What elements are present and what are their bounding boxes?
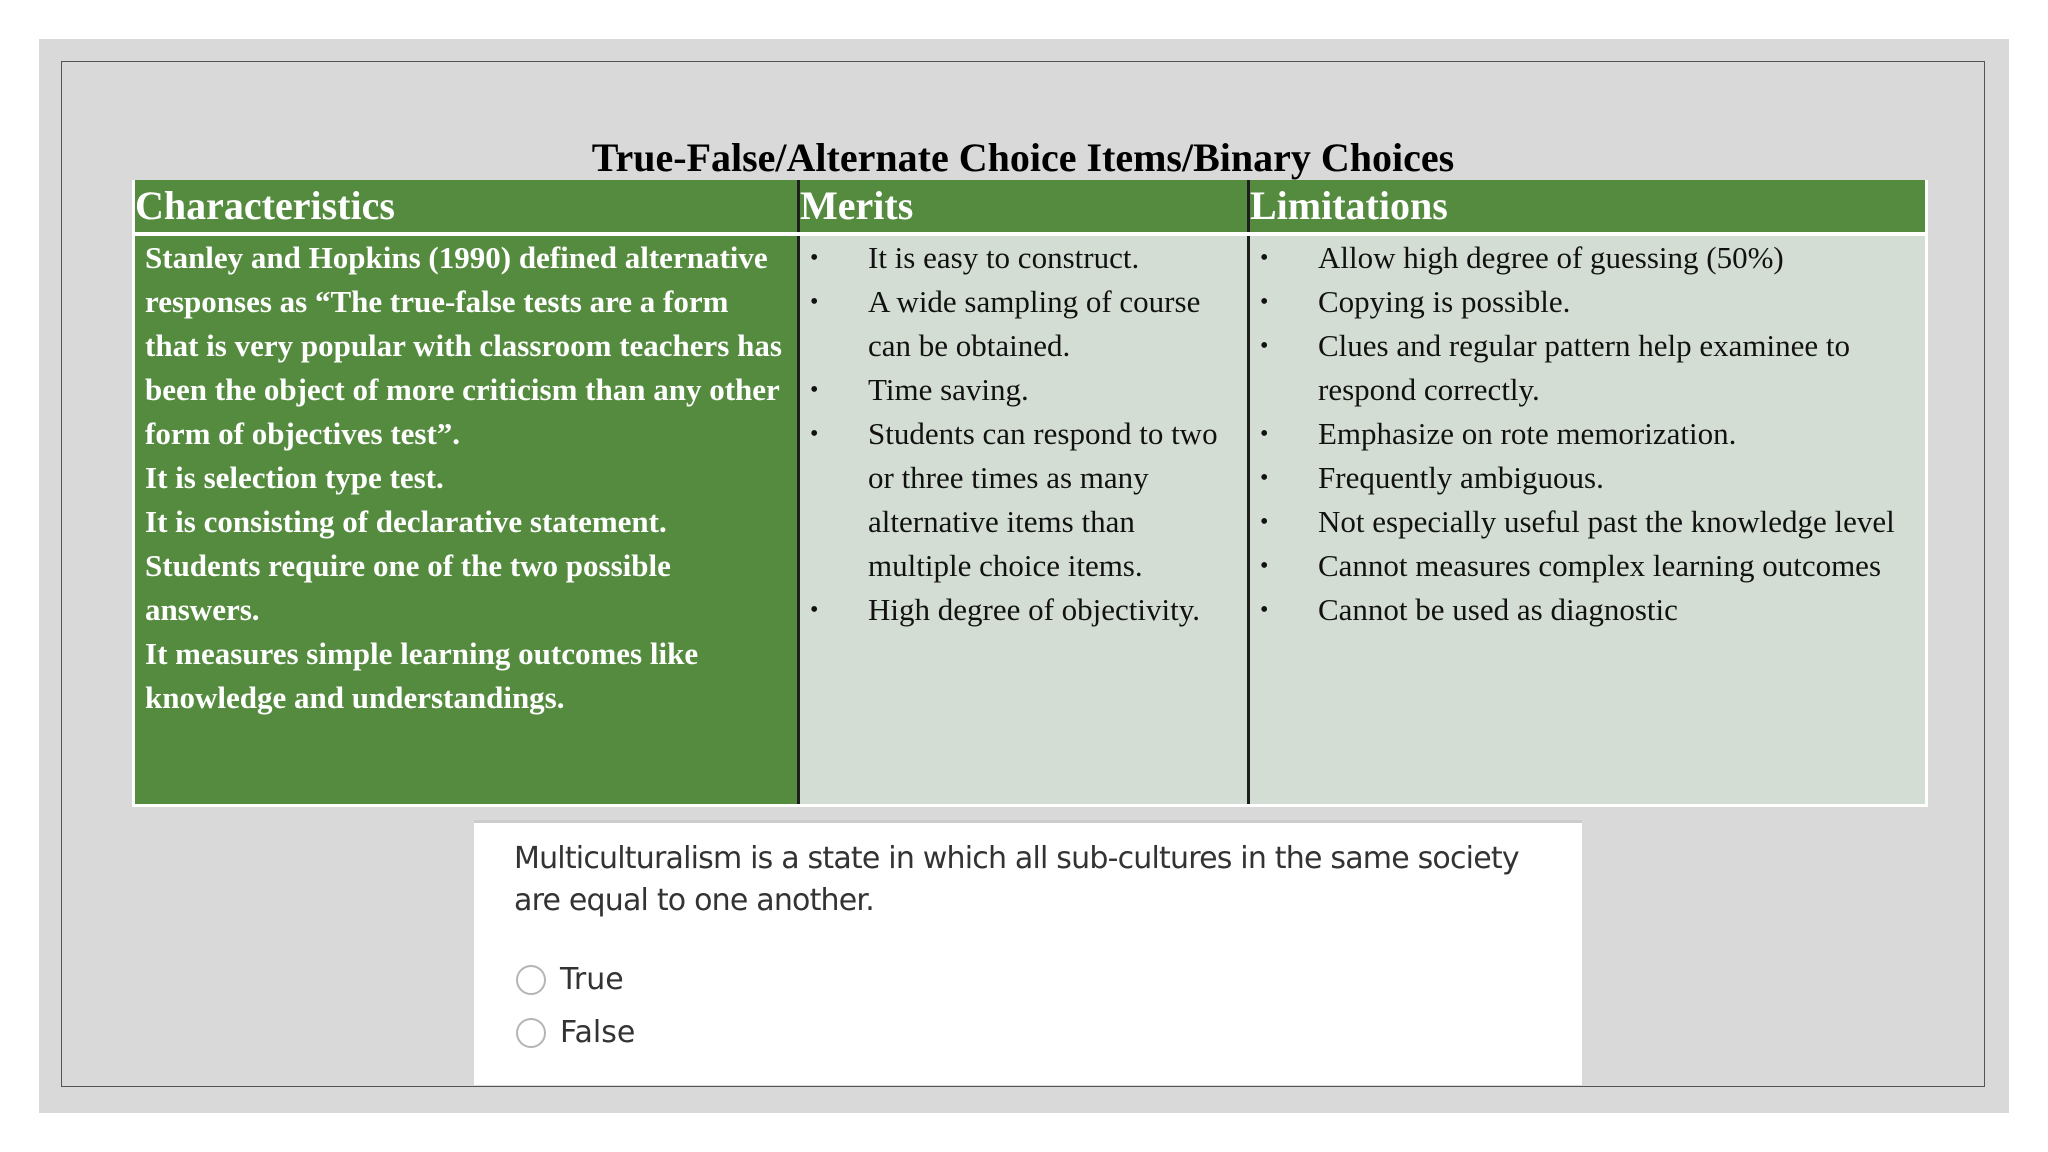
- list-item: [1250, 236, 1921, 280]
- list-item: [800, 236, 1243, 280]
- merit-text: A wide sampling of course can be obtained.: [868, 284, 1201, 363]
- option-false[interactable]: [516, 1013, 635, 1053]
- header-merits: Merits: [799, 180, 1249, 234]
- list-item: [800, 412, 1243, 588]
- limitation-text: Frequently ambiguous.: [1318, 460, 1604, 495]
- bullet-icon: •: [1260, 245, 1269, 271]
- characteristics-cell: [134, 234, 799, 806]
- list-item: [1250, 324, 1921, 412]
- option-true[interactable]: [516, 960, 624, 1000]
- limitation-text: Allow high degree of guessing (50%): [1318, 240, 1784, 275]
- characteristics-line: It measures simple learning outcomes like knowledge and understandings.: [145, 636, 699, 715]
- limitation-text: Not especially useful past the knowledge level: [1318, 504, 1895, 539]
- list-item: [800, 368, 1243, 412]
- limitations-cell: [1249, 234, 1927, 806]
- limitation-text: Clues and regular pattern help examinee to respond correctly.: [1318, 328, 1850, 407]
- list-item: [800, 280, 1243, 368]
- option-label: False: [560, 1015, 636, 1050]
- merit-text: Students can respond to two or three times as many alternative items than multiple choice items.: [868, 416, 1218, 583]
- list-item: [1250, 412, 1921, 456]
- bullet-icon: •: [1260, 465, 1269, 491]
- slide-title: True-False/Alternate Choice Items/Binary Choices: [591, 135, 1455, 180]
- list-item: [1250, 588, 1921, 632]
- bullet-icon: •: [1260, 333, 1269, 359]
- merit-text: High degree of objectivity.: [868, 592, 1200, 627]
- bullet-icon: •: [1260, 289, 1269, 315]
- table-body-row: [134, 234, 1927, 806]
- sample-question-card: [474, 820, 1582, 1085]
- slide-background: [39, 39, 2009, 1113]
- option-label: True: [560, 962, 624, 997]
- list-item: [800, 588, 1243, 632]
- merit-text: It is easy to construct.: [868, 240, 1140, 275]
- radio-button-icon[interactable]: [516, 965, 546, 995]
- bullet-icon: •: [1260, 597, 1269, 623]
- limitation-text: Cannot measures complex learning outcomes: [1318, 548, 1882, 583]
- characteristics-line: Students require one of the two possible answers.: [145, 548, 671, 627]
- comparison-table: [132, 180, 1928, 807]
- limitation-text: Copying is possible.: [1318, 284, 1571, 319]
- question-text: Multiculturalism is a state in which all sub-cultures in the same society are equal to one another.: [514, 841, 1519, 918]
- header-limitations: Limitations: [1249, 180, 1927, 234]
- list-item: [1250, 544, 1921, 588]
- list-item: [1250, 456, 1921, 500]
- list-item: [1250, 500, 1921, 544]
- bullet-icon: •: [810, 289, 819, 315]
- bullet-icon: •: [1260, 421, 1269, 447]
- characteristics-line: Stanley and Hopkins (1990) defined alternative responses as “The true-false tests are a form that is very popular with classroom teachers has been the object of more criticism than any other form of objectives test”.: [145, 240, 782, 451]
- limitations-list: [1250, 236, 1925, 632]
- bullet-icon: •: [1260, 509, 1269, 535]
- slide-frame: [61, 61, 1985, 1087]
- list-item: [1250, 280, 1921, 324]
- merits-cell: [799, 234, 1249, 806]
- merit-text: Time saving.: [868, 372, 1029, 407]
- limitation-text: Cannot be used as diagnostic: [1318, 592, 1678, 627]
- bullet-icon: •: [810, 245, 819, 271]
- bullet-icon: •: [810, 597, 819, 623]
- bullet-icon: •: [810, 421, 819, 447]
- radio-button-icon[interactable]: [516, 1018, 546, 1048]
- characteristics-line: It is consisting of declarative statement.: [145, 504, 667, 539]
- characteristics-line: It is selection type test.: [145, 460, 444, 495]
- header-characteristics: Characteristics: [134, 180, 799, 234]
- limitation-text: Emphasize on rote memorization.: [1318, 416, 1737, 451]
- characteristics-text: [135, 236, 797, 720]
- table-header-row: [134, 180, 1927, 234]
- merits-list: [800, 236, 1247, 632]
- bullet-icon: •: [810, 377, 819, 403]
- bullet-icon: •: [1260, 553, 1269, 579]
